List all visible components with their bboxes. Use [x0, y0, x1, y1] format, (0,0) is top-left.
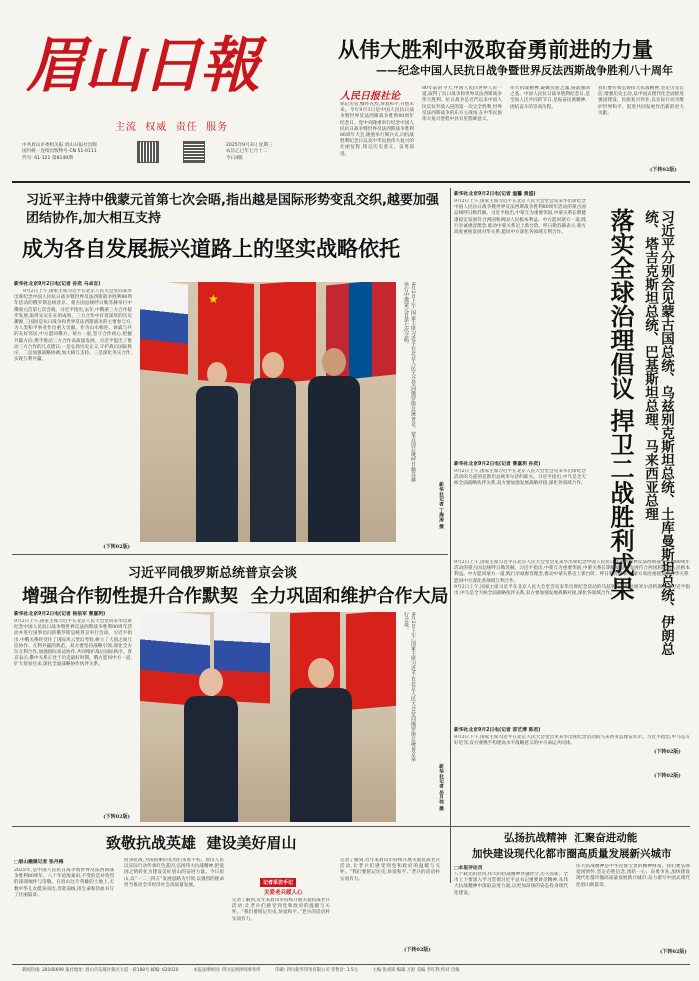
editorial-logo: 人民日报社论 — [340, 91, 400, 102]
editorial-col-3: 伟大抗战精神,凝聚民族之魂,铸就强国之基。中国人民抗日战争胜利纪念日,是全国人民共同的节日,是振奋民族精神、团结奋斗的崇高历程。 — [510, 86, 590, 110]
qr-code-icon — [137, 141, 159, 163]
person-silhouette — [250, 352, 296, 542]
flag-russia — [140, 282, 188, 375]
right-story-continue-1: (下转02版) — [654, 749, 681, 755]
person-silhouette — [308, 348, 360, 542]
issue-date: 2025年9月3日 星期三 农历乙巳年七月十二 今日4版 — [226, 143, 273, 161]
right-story-headline-main: 习近平分别会见蒙古国总统、乌兹别克斯坦总统、土库曼斯坦总统、伊朗总统、塔吉克斯坦总统、巴基斯坦总理、马来西亚总理 — [642, 210, 674, 656]
story2-kicker: 习近平同俄罗斯总统普京会谈 — [128, 566, 298, 581]
footer-legal: 本报法律顾问: 四川法奥律师事务所 — [193, 968, 261, 973]
person-silhouette — [290, 658, 352, 822]
right-story-continue-2: (下转02版) — [654, 773, 681, 779]
right-story-headline-secondary: 落实全球治理倡议 捍卫二战胜利成果 — [606, 208, 634, 601]
logo — [26, 18, 316, 118]
story1-photo-caption: 9月2日上午,国家主席习近平在北京人民大会堂同俄罗斯总统普京、蒙古国总统呼日勒苏赫举行中俄蒙元首第七次会晤。 新华社记者 丁海涛 摄 — [403, 282, 443, 529]
editorial-subheadline: ——纪念中国人民抗日战争暨世界反法西斯战争胜利八十周年 — [376, 64, 673, 77]
interview-note-box: 记者采访手记 关爱老兵暖人心 记者了解到,近年来眉山市持续开展关爱抗战老兵活动,让老兵们感受到党和政府的温暖与关怀。“我们要铭记历史,珍爱和平。”老兵的话语朴实而有力。 — [232, 880, 330, 922]
right-story-byline-3: 新华社北京9月2日电(记者 邵艺博 陈君) 9月2日下午,国家主席习近平在北京人民大会堂会见来华出席纪念活动的马来西亚总理安瓦尔。习近平指出,中马是友好近邻,双方要携手构建高水平战略意义的中马命运共同体。 — [454, 728, 690, 747]
person-silhouette — [184, 668, 238, 822]
story1-headline: 成为各自发展振兴道路上的坚实战略依托 — [22, 237, 400, 261]
footer-printer: 印刷: 四川新华印务有限公司 零售价: 1.5元 — [275, 968, 358, 973]
masthead-slogan: 主流 权威 责任 服务 — [115, 122, 229, 133]
masthead-divider — [12, 181, 690, 183]
editorial-col-4: 我们要传承弘扬伟大抗战精神,坚定历史自信,增强历史主动,以中国式现代化全面推进强国建设、民族复兴伟业,以实际行动为维护世界和平、促进共同发展作出新的更大贡献。 — [598, 86, 684, 116]
photo-trilateral-meeting — [140, 282, 396, 542]
bottom-left-article: □眉山融媒记者 张丹梅 2025年,是中国人民抗日战争暨世界反法西斯战争胜利80周年。八十年沧海桑田,不变的是对英烈的深深缅怀与崇敬。在眉山这片英雄的土地上,无数中华儿女挺身而出,奔赴前线,用生命和热血书写了壮丽篇章。 投身抗战,为国捐躯的先烈们永垂不朽。眉山人民以实际行动传承红色基因,弘扬伟大抗战精神,把爱国之情转化为建设美好眉山的奋进力量。今日眉山,以“一二三四五”发展思路为引领,以强烈的使命担当推动全市经济社会高质量发展。 记者采访手记 关爱老兵暖人心 记者了解到,近年来眉山市持续开展关爱抗战老兵活动,让老兵们感受到党和政府的温暖与关怀。“我们要铭记历史,珍爱和平。”老兵的话语朴实而有力。 记者了解到,近年来眉山市持续开展关爱抗战老兵活动,让老兵们感受到党和政府的温暖与关怀。“我们要铭记历史,珍爱和平。”老兵的话语朴实而有力。 (下转02版) — [14, 858, 440, 953]
footer-divider — [12, 964, 690, 965]
footer — [22, 967, 682, 977]
footer-hotline: 新闻热线: 28166699 报社地址: 眉山市东坡区新区大道一段188号 邮编: 620020 — [22, 968, 179, 973]
qr-code-icon — [183, 141, 205, 163]
editorial-continue: (下转02版) — [650, 167, 677, 173]
column-divider — [450, 188, 451, 883]
logo-text: 眉山日報 — [26, 31, 258, 101]
publisher-info: 中共眉山市委机关报 眉山日报社出版 国内统一连续出版物号 CN 51-0111 代号: 61-121 第8149期 — [22, 143, 97, 161]
photo-china-russia-talks — [140, 612, 396, 822]
editorial-section — [330, 28, 690, 178]
footer-editors: 主编 张成锋 编辑 万舒 美编 李红利 校对 肖梅 — [372, 968, 460, 973]
bottom-left-headline: 致敬抗战英雄 建设美好眉山 — [106, 834, 297, 852]
flag-china-stars-icon: ★ — [208, 292, 219, 306]
editorial-col-2: 80年前的今天,中国人民同世界人民一道,取得了抗日战争和世界反法西斯战争伟大胜利。抗日战争是近代以来中国人民反抗外敌入侵的第一次完全胜利,世界反法西斯战争的东方主战场,在中华民族伟大复兴进程中具有里程碑意义。 — [422, 86, 502, 123]
story-divider — [12, 554, 448, 555]
story1-kicker: 习近平主持中俄蒙元首第七次会晤,指出越是国际形势变乱交织,越要加强团结协作,加大相互支持 — [26, 193, 439, 226]
story2-photo-caption: 9月2日上午,国家主席习近平在北京人民大会堂同俄罗斯总统普京举行会谈。 新华社记者 岳月伟 摄 — [403, 612, 443, 811]
editorial-headline: 从伟大胜利中汲取奋勇前进的力量 — [338, 38, 653, 62]
story1-text: 新华社北京9月2日电(记者 孙奕 马卓言) 9月2日上午,国家主席习近平在北京人民大会堂同来华出席纪念中国人民抗日战争暨世界反法西斯战争胜利80周年活动的俄罗斯总统普京、蒙古国总统呼日勒苏赫举行中俄蒙元首第七次会晤。习近平指出,去年,中俄蒙三方合作稳步发展,取得实实在在的成果。三方合作中有着深厚的历史渊源,三国同是抗日战争和世界反法西斯战争的主要参与方,为人类和平事业作出重大贡献。作为山水相连、休戚与共的友好邻居,中方愿同俄方、蒙方一道,坚守合作初心,把握共赢方向,携手推动三方合作高质量发展。习近平提出了推动三方合作的几点建议:一是弘扬历史正义,守护战后国际秩序。二是加强战略协调,加大相互支持。三是深化务实合作,实现互利共赢。 (下转02版) — [14, 282, 132, 550]
flag-china — [346, 612, 396, 710]
person-silhouette — [196, 362, 238, 542]
editorial-col-1: 铭记历史,缅怀先烈,珍爱和平,开创未来。今年9月3日是中国人民抗日战争暨世界反法西斯战争胜利80周年纪念日。党中央隆重举行纪念中国人民抗日战争暨世界反法西斯战争胜利80周年大会,隆重举行阅兵式,向抗战胜利纪念日以及中华民族伟大复兴的壮丽征程,铭记历史意义、奋勇前进。 — [340, 102, 414, 157]
right-story-byline-2: 新华社北京9月2日电(记者 曹嘉玥 孙奕) 9月2日上午,国家主席习近平在北京人民大会堂会见来华出席纪念活动的乌兹别克斯坦总统米尔济约耶夫。习近平指出,中乌是全天候全面战略伙伴关系,双方要加强发展战略对接,深化各领域合作。 — [454, 462, 586, 487]
story2-headline: 增强合作韧性提升合作默契 全力巩固和维护合作大局 — [22, 586, 449, 607]
bottom-right-article: 弘扬抗战精神 汇聚奋进动能 加快建设现代化都市圈高质量发展新兴城市 □本报评论员 八十载光阴荏苒,伟大的抗战精神穿越时空,历久弥新。全市上下要深入学习贯彻习近平总书记重要讲话精神,从伟大抗战精神中汲取奋进力量,以更加昂扬的姿态投身现代化建设。 伟大抗战精神是中华民族宝贵的精神财富。我们要弘扬爱国情怀,坚定必胜信念,团结一心、奋勇争先,加快建设现代化都市圈高质量发展新兴城市,奋力谱写中国式现代化眉山新篇章。 (下转02版) — [454, 832, 690, 955]
right-story — [454, 188, 694, 884]
right-story-byline-1: 新华社北京9月2日电(记者 温馨 黄盛) 9月2日上午,国家主席习近平在北京人民大会堂会见来华出席纪念中国人民抗日战争暨世界反法西斯战争胜利80周年活动的蒙古国总统呼日勒苏赫。习近平指出,中蒙互为重要邻国,中蒙关系长期健康稳定发展符合两国和两国人民根本利益。中方愿同蒙方一道,践行亲诚惠容理念,推动中蒙关系迈上新台阶。呼日勒苏赫表示,蒙方高度重视发展对华关系,愿同中方深化各领域互利合作。 — [454, 192, 586, 236]
section-divider — [12, 826, 690, 827]
story2-text: 新华社北京9月2日电(记者 杨依军 曹嘉玥) 9月2日上午,国家主席习近平在北京人民大会堂同来华出席纪念中国人民抗日战争暨世界反法西斯战争胜利80周年活动并进行国事访问的俄罗斯总统普京举行会谈。习近平指出,中俄关系经受住了国际风云变幻考验,树立了大国之间互信协作、互利共赢的典范。双方要坚持战略引领,深化全方位互利合作,加强国际多边协作,共同维护战后国际秩序。普京表示,俄中关系正处于历史最好时期。俄方愿同中方一道,扩大贸易往来,深化全面战略协作伙伴关系。 (下转02版) — [14, 612, 132, 820]
right-story-body-extended: 9月2日上午,国家主席习近平在北京人民大会堂会见来华出席纪念中国人民抗日战争暨世界反法西斯战争胜利80周年活动的蒙古国总统呼日勒苏赫。习近平指出,中蒙互为重要邻国,中蒙关系长期健康稳定发展符合两国和两国人民根本利益。中方愿同蒙方一道,践行亲诚惠容理念,推动中蒙关系迈上新台阶。呼日勒苏赫表示,蒙方高度重视发展对华关系,愿同中方深化各领域互利合作。 9月2日上午,国家主席习近平在北京人民大会堂会见来华出席纪念活动的乌兹别克斯坦总统米尔济约耶夫。习近平指出,中乌是全天候全面战略伙伴关系,双方要加强发展战略对接,深化各领域合作。 — [454, 560, 690, 597]
